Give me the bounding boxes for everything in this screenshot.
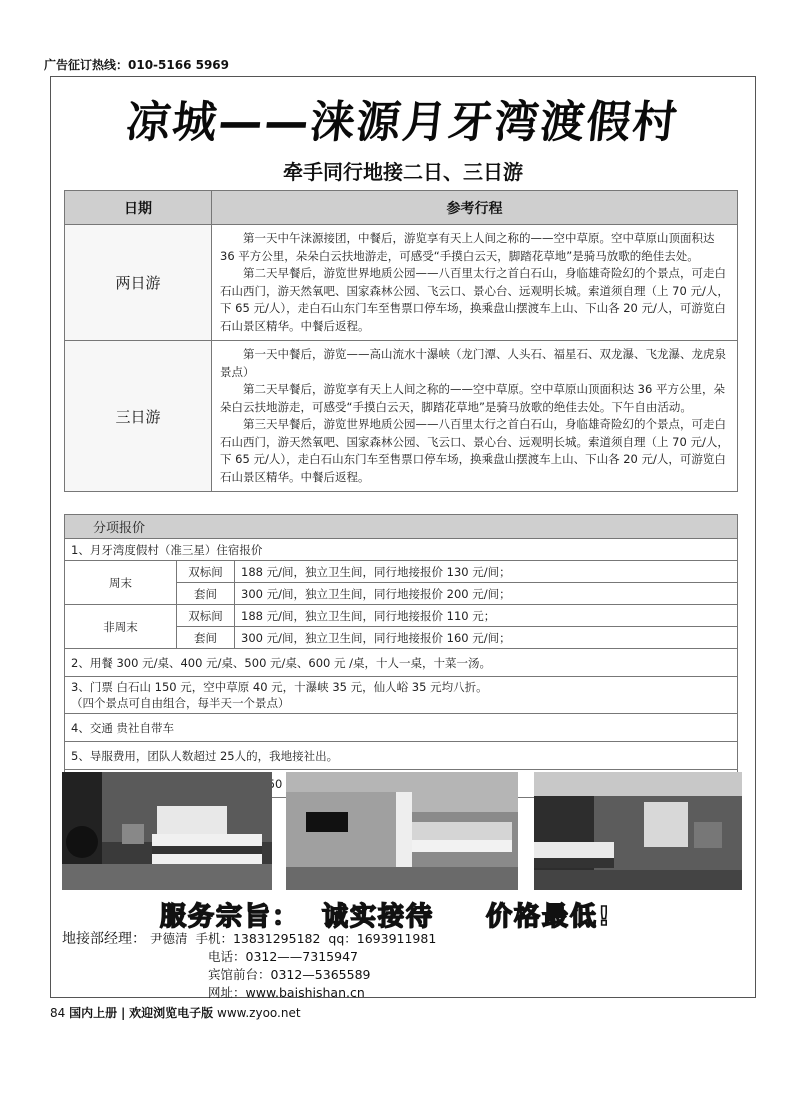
manager-row (62, 930, 436, 948)
bedroom-photo-image (62, 772, 272, 890)
footer-url[interactable]: www.zyoo.net (217, 1006, 301, 1020)
col-route-header: 参考行程 (212, 191, 738, 225)
phone-row (62, 948, 436, 966)
suite-photo-image (286, 772, 518, 890)
three-day-day3: 第三天早餐后，游览世界地质公园——八百里太行之首白石山，身临雄奇险幻的个景点，可走白石山西门，游天然氧吧、国家森林公园、飞云口、景心台、远观明长城。索道须自理（上 70 元/人，下 65 元/人），走白石山东门车至售票口停车场，换乘盘山摆渡车上山、下山各 20 元/人，可游览白石山景区精华。中餐后返程。 (220, 417, 729, 484)
front-desk-number: 宾馆前台：0312—5365589 (208, 967, 371, 982)
hotel-room-photo-3 (534, 772, 742, 890)
manager-name: 尹德清 (149, 931, 188, 946)
motto-part-3: 价格最低! (486, 902, 612, 932)
table-row (65, 605, 738, 627)
transport-price: 4、交通 贵社自带车 (65, 714, 738, 742)
photo-strip (62, 772, 742, 890)
website-row (62, 984, 436, 1002)
motto-part-1: 服务宗旨： (160, 902, 301, 932)
room-type: 套间 (177, 583, 235, 605)
room-price: 300 元/间，独立卫生间，同行地接报价 160 元/间； (235, 627, 738, 649)
footer-tagline: 欢迎浏览电子版 (129, 1006, 214, 1020)
footer-separator: | (120, 1006, 126, 1020)
contact-block (62, 930, 436, 1002)
three-day-day1: 第一天中餐后，游览——高山流水十瀑峡（龙门潭、人头石、福星石、双龙瀑、飞龙瀑、龙虎泉景点） (220, 347, 726, 379)
room-price: 300 元/间，独立卫生间，同行地接报价 200 元/间； (235, 583, 738, 605)
three-day-desc (212, 341, 738, 492)
two-day-day1: 第一天中午涞源接团，中餐后，游览享有天上人间之称的——空中草原。空中草原山顶面积达 36 平方公里，朵朵白云扶地游走，可感受“手摸白云天，脚踏花草地”是骑马放歌的绝佳去处。 (220, 231, 715, 263)
room-type: 双标间 (177, 561, 235, 583)
front-desk-row (62, 966, 436, 984)
itinerary-table (64, 190, 738, 492)
two-day-day2: 第二天早餐后，游览世界地质公园——八百里太行之首白石山，身临雄奇险幻的个景点，可走白石山西门，游天然氧吧、国家森林公园、飞云口、景心台、远观明长城。索道须自理（上 70 元/人，下 65 元/人），走白石山东门车至售票口停车场，换乘盘山摆渡车上山、下山各 20 元/人，可游览白石山景区精华。中餐后返程。 (220, 266, 729, 333)
room-type: 双标间 (177, 605, 235, 627)
two-day-row (65, 225, 738, 341)
phone-number: 电话：0312——7315947 (208, 949, 358, 964)
hotel-room-photo-2 (286, 772, 518, 890)
weekend-label: 周末 (65, 561, 177, 605)
col-date-header: 日期 (65, 191, 212, 225)
manager-qq: qq：1693911981 (328, 931, 437, 946)
tickets-line-1: 3、门票 白石山 150 元，空中草原 40 元，十瀑峡 35 元，仙人峪 35 元均八折。 (71, 680, 488, 694)
table-row (65, 561, 738, 583)
hotel-room-photo-1 (62, 772, 272, 890)
meals-price: 2、用餐 300 元/桌、400 元/桌、500 元/桌、600 元 /桌，十人一桌，十菜一汤。 (65, 649, 738, 677)
two-day-desc (212, 225, 738, 341)
main-title: 凉城——涞源月牙湾渡假村 (123, 97, 682, 148)
three-day-label: 三日游 (65, 341, 212, 492)
tickets-price (65, 677, 738, 714)
price-table (64, 514, 738, 798)
manager-mobile: 手机：13831295182 (195, 931, 321, 946)
double-room-photo-image (534, 772, 742, 890)
room-price: 188 元/间，独立卫生间，同行地接报价 110 元； (235, 605, 738, 627)
tickets-line-2: （四个景点可自由组合，每半天一个景点） (71, 696, 290, 710)
website-link[interactable]: 网址：www.baishishan.cn (208, 985, 365, 1000)
ad-hotline: 广告征订热线：010-5166 5969 (44, 58, 230, 72)
three-day-row (65, 341, 738, 492)
sub-title: 牵手同行地接二日、三日游 (283, 160, 523, 184)
page-number: 84 (50, 1006, 66, 1020)
three-day-day2: 第二天早餐后，游览享有天上人间之称的——空中草原。空中草原山顶面积达 36 平方公里，朵朵白云扶地游走，可感受“手摸白云天，脚踏花草地”是骑马放歌的绝佳去处。下午自由活动。 (220, 382, 725, 414)
room-price: 188 元/间，独立卫生间，同行地接报价 130 元/间； (235, 561, 738, 583)
price-section-header: 分项报价 (65, 515, 738, 539)
footer-section: 国内上册 (69, 1006, 118, 1020)
guide-fee: 5、导服费用，团队人数超过 25人的，我地接社出。 (65, 742, 738, 770)
service-motto (62, 896, 744, 930)
hotel-price-title: 1、月牙湾度假村（准三星）住宿报价 (65, 539, 738, 561)
room-type: 套间 (177, 627, 235, 649)
two-day-label: 两日游 (65, 225, 212, 341)
motto-part-2: 诚实接待 (322, 902, 435, 932)
itinerary-header-row (65, 191, 738, 225)
manager-label: 地接部经理： (62, 931, 146, 947)
weekday-label: 非周末 (65, 605, 177, 649)
page-footer (50, 1004, 301, 1021)
